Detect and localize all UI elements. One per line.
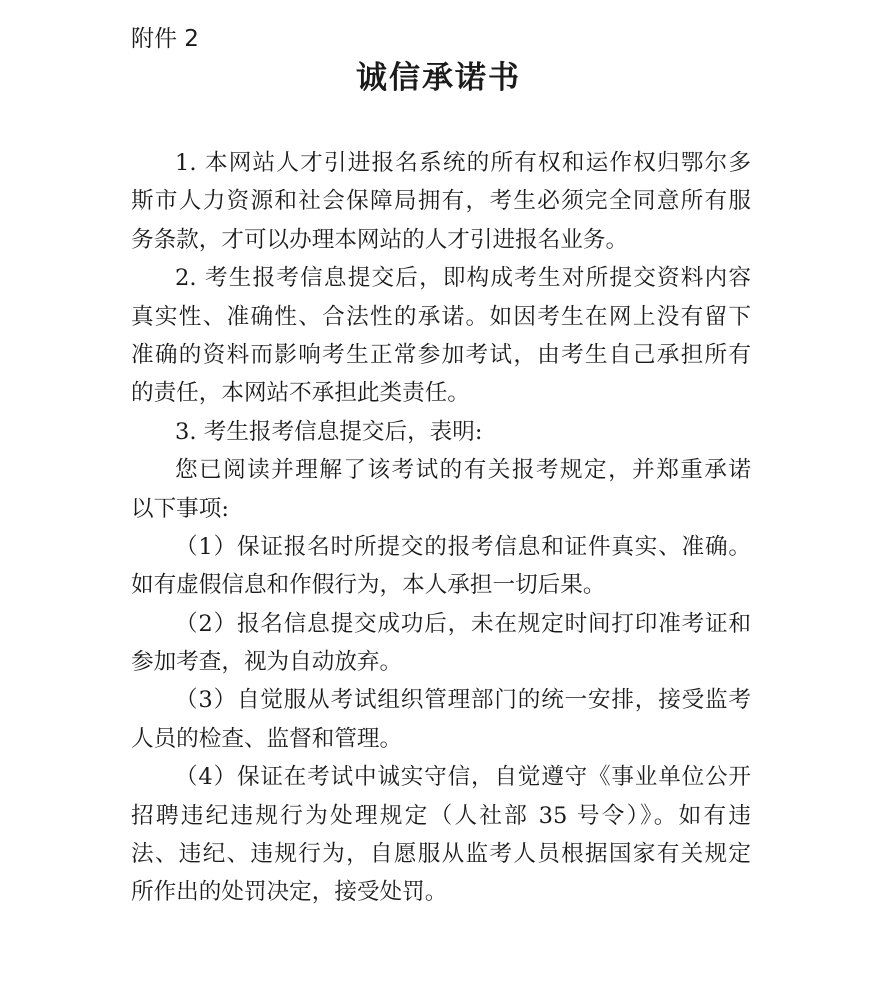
text-line: 参加考查，视为自动放弃。	[131, 649, 403, 676]
text-line: 您已阅读并理解了该考试的有关报考规定，并郑重承诺	[175, 457, 751, 484]
text-line: （2）报名信息提交成功后，未在规定时间打印准考证和	[175, 610, 751, 637]
text-line: （3）自觉服从考试组织管理部门的统一安排，接受监考	[175, 687, 751, 714]
document-title: 诚信承诺书	[356, 60, 521, 96]
text-line: 人员的检查、监督和管理。	[131, 725, 403, 752]
document-body	[131, 144, 751, 912]
text-line: 真实性、准确性、合法性的承诺。如因考生在网上没有留下	[131, 303, 751, 330]
text-line: 法、违纪、违规行为，自愿服从监考人员根据国家有关规定	[131, 841, 751, 868]
attachment-label: 附件 2	[131, 26, 199, 52]
text-line: 3. 考生报考信息提交后，表明:	[175, 418, 483, 445]
text-line: 以下事项:	[131, 495, 229, 522]
text-line: 招聘违纪违规行为处理规定（人社部 35 号令）》。如有违	[131, 802, 751, 829]
text-line: 如有虚假信息和作假行为，本人承担一切后果。	[131, 572, 606, 599]
text-line: （1）保证报名时所提交的报考信息和证件真实、准确。	[175, 533, 751, 560]
text-line: （4）保证在考试中诚实守信，自觉遵守《事业单位公开	[175, 764, 751, 791]
text-line: 斯市人力资源和社会保障局拥有，考生必须完全同意所有服	[131, 188, 751, 215]
text-line: 准确的资料而影响考生正常参加考试，由考生自己承担所有	[131, 341, 751, 368]
text-line: 务条款，才可以办理本网站的人才引进报名业务。	[131, 226, 629, 253]
text-line: 的责任，本网站不承担此类责任。	[131, 380, 470, 407]
text-line: 1. 本网站人才引进报名系统的所有权和运作权归鄂尔多	[175, 150, 751, 176]
text-line: 2. 考生报考信息提交后，即构成考生对所提交资料内容	[175, 265, 751, 292]
text-line: 所作出的处罚决定，接受处罚。	[131, 879, 448, 906]
